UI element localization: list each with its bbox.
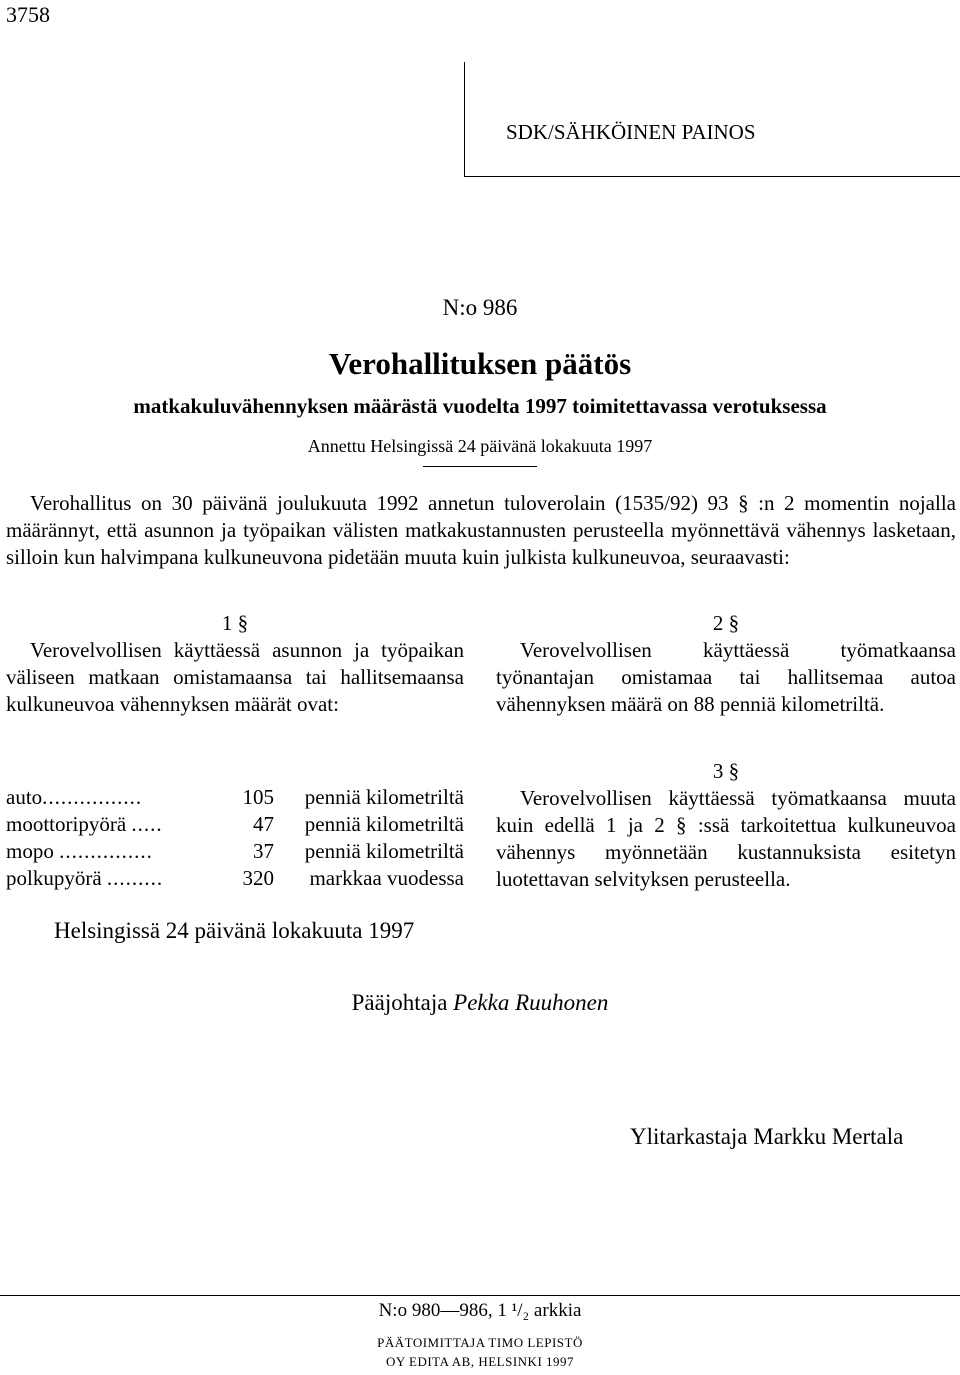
section-2-text: Verovelvollisen käyttäessä työmatkaansa työnantajan omistamaa tai hallitsemaa autoa vähennyksen määrä on 88 penniä kilometriltä. bbox=[496, 638, 956, 716]
rate-unit: markkaa vuodessa bbox=[309, 866, 464, 890]
right-column bbox=[496, 610, 956, 891]
rate-row bbox=[6, 784, 464, 811]
rate-leader-dots: ................ bbox=[42, 785, 143, 809]
rate-row bbox=[6, 838, 464, 865]
footer-divider bbox=[0, 1295, 960, 1296]
director-name: Pekka Ruuhonen bbox=[453, 990, 609, 1015]
rate-amount: 105 bbox=[242, 785, 274, 809]
rates-table bbox=[6, 784, 464, 892]
decision-number: N:o 986 bbox=[442, 295, 518, 320]
document-subtitle: matkakuluvähennyksen määrästä vuodelta 1997 toimitettavassa verotuksessa bbox=[133, 394, 827, 418]
footer-publisher: OY EDITA AB, HELSINKI 1997 bbox=[385, 1354, 575, 1369]
section-3-text: Verovelvollisen käyttäessä työmatkaansa muuta kuin edellä 1 ja 2 § :ssä tarkoitettua kulkuneuvoa vähennys myönnetään kustannuksista esitetyn luotettavan selvityksen perusteella. bbox=[496, 786, 956, 891]
place-date: Helsingissä 24 päivänä lokakuuta 1997 bbox=[54, 918, 415, 943]
rate-row bbox=[6, 865, 464, 892]
left-column bbox=[6, 610, 464, 890]
rate-vehicle: mopo bbox=[6, 839, 54, 863]
edition-label: SDK/SÄHKÖINEN PAINOS bbox=[506, 120, 756, 144]
given-date: Annettu Helsingissä 24 päivänä lokakuuta 1997 bbox=[307, 436, 653, 456]
rate-leader-dots: ............... bbox=[59, 839, 153, 863]
rate-vehicle: polkupyörä bbox=[6, 866, 102, 890]
inspector-signature: Ylitarkastaja Markku Mertala bbox=[630, 1124, 904, 1149]
footer-editor: PÄÄTOIMITTAJA TIMO LEPISTÖ bbox=[377, 1335, 583, 1350]
intro-paragraph: Verohallitus on 30 päivänä joulukuuta 1992 annetun tuloverolain (1535/92) 93 § :n 2 momentin nojalla määrännyt, että asunnon ja työpaikan välisten matkakustannusten perusteella myönnettävä vähennys lasketaan, silloin kun halvimpana kulkuneuvona pidetään muuta kuin julkista kulkuneuvoa, seuraavasti: bbox=[6, 491, 956, 569]
director-title: Pääjohtaja bbox=[351, 990, 448, 1015]
rate-leader-dots: ..... bbox=[131, 812, 163, 836]
section-3-heading: 3 § bbox=[712, 759, 740, 783]
title-divider bbox=[423, 466, 537, 467]
section-1-heading: 1 § bbox=[221, 611, 249, 635]
section-3 bbox=[496, 758, 956, 893]
rate-amount: 37 bbox=[253, 839, 274, 863]
rate-amount: 47 bbox=[253, 812, 274, 836]
rate-vehicle: moottoripyörä bbox=[6, 812, 127, 836]
rate-vehicle: auto bbox=[6, 785, 43, 809]
rate-unit: penniä kilometriltä bbox=[304, 785, 464, 809]
rate-amount: 320 bbox=[242, 866, 274, 890]
document-title: Verohallituksen päätös bbox=[328, 346, 632, 381]
director-signature bbox=[0, 990, 960, 1016]
rate-unit: penniä kilometriltä bbox=[304, 812, 464, 836]
rate-unit: penniä kilometriltä bbox=[304, 839, 464, 863]
page-number: 3758 bbox=[6, 2, 50, 27]
rate-leader-dots: ......... bbox=[106, 866, 164, 890]
footer-numbers: N:o 980—986, 1 ¹/₂ arkkia bbox=[378, 1300, 582, 1321]
section-2-heading: 2 § bbox=[712, 611, 740, 635]
rate-row bbox=[6, 811, 464, 838]
section-1-text: Verovelvollisen käyttäessä asunnon ja työpaikan väliseen matkaan omistamaansa tai hallitsemaansa kulkuneuvoa vähennyksen määrät ovat: bbox=[6, 638, 464, 716]
